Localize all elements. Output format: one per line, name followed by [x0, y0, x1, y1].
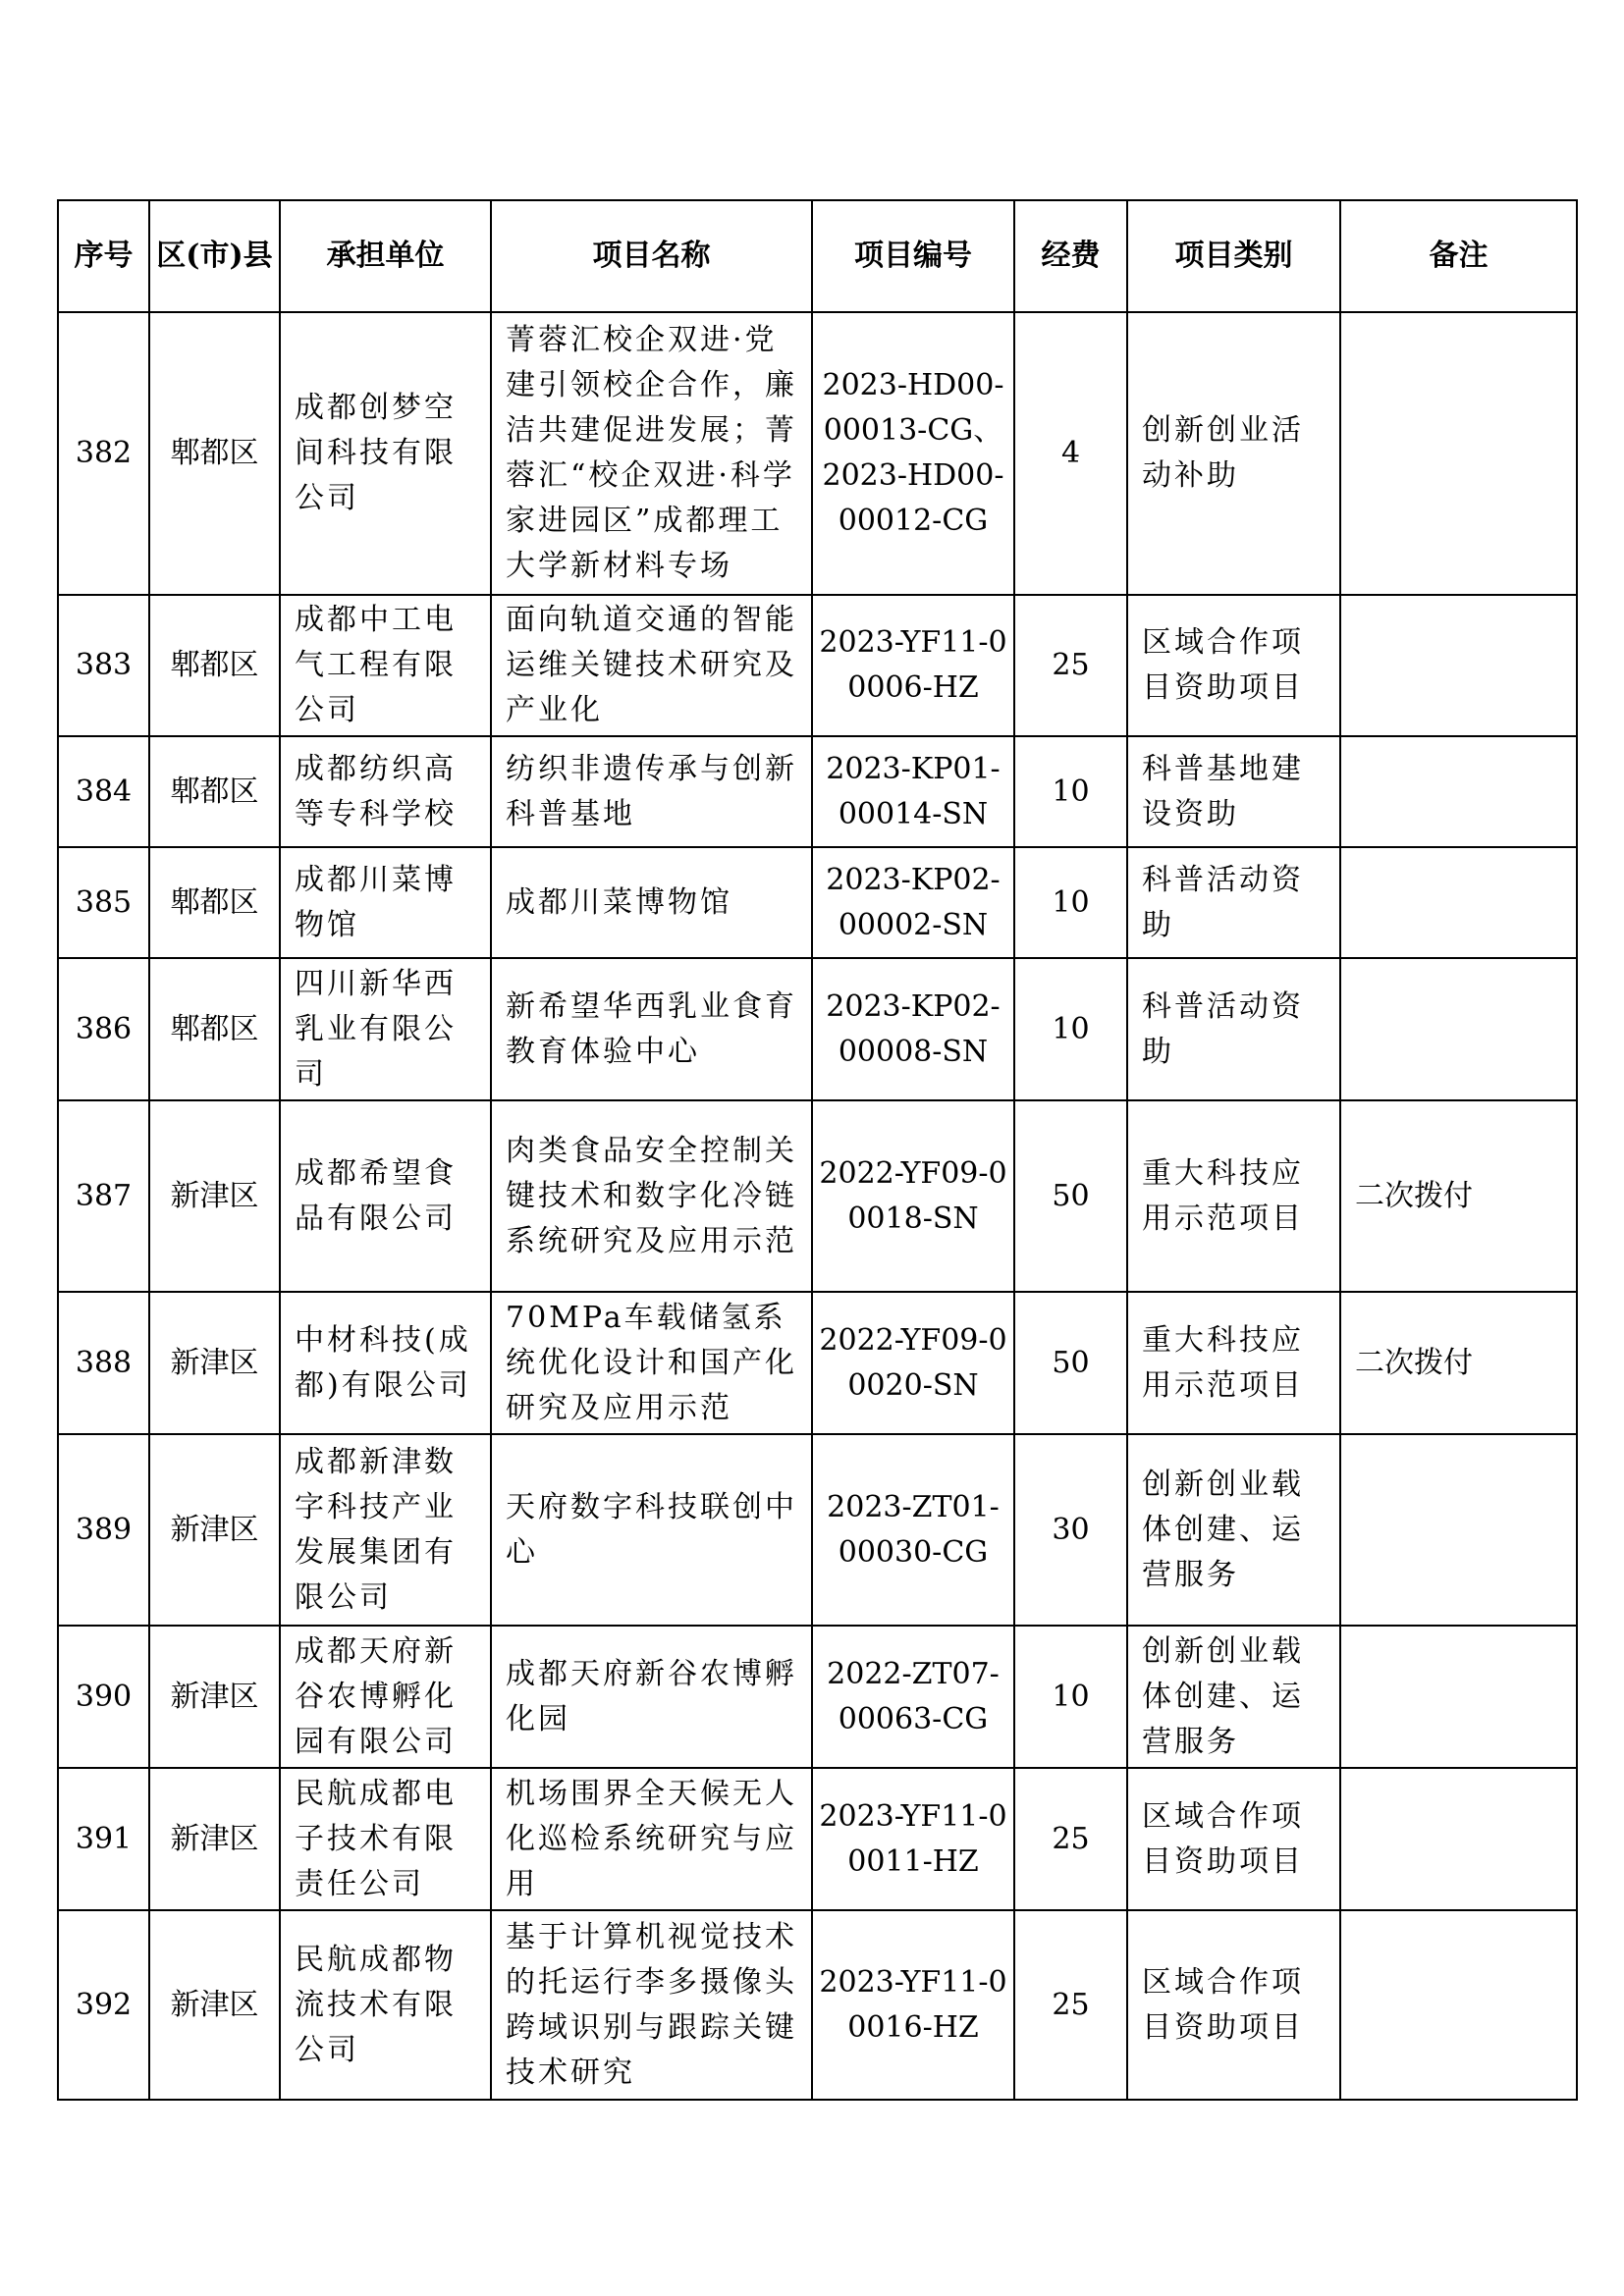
cell-type: 创新创业载体创建、运营服务	[1127, 1434, 1340, 1626]
cell-note	[1340, 847, 1577, 958]
header-code: 项目编号	[812, 200, 1014, 312]
cell-fund: 10	[1014, 958, 1127, 1100]
cell-unit: 中材科技(成都)有限公司	[280, 1292, 491, 1434]
cell-unit: 成都希望食品有限公司	[280, 1100, 491, 1292]
cell-type: 创新创业载体创建、运营服务	[1127, 1626, 1340, 1768]
table-row	[58, 1768, 1577, 1910]
cell-district: 新津区	[149, 1100, 280, 1292]
cell-fund: 50	[1014, 1100, 1127, 1292]
cell-name: 成都天府新谷农博孵化园	[491, 1626, 812, 1768]
cell-name: 天府数字科技联创中心	[491, 1434, 812, 1626]
cell-code: 2023-KP01-00014-SN	[812, 736, 1014, 847]
cell-unit: 民航成都电子技术有限责任公司	[280, 1768, 491, 1910]
cell-name: 菁蓉汇校企双进·党建引领校企合作，廉洁共建促进发展；菁蓉汇“校企双进·科学家进园区”成都理工大学新材料专场	[491, 312, 812, 595]
cell-note	[1340, 1626, 1577, 1768]
cell-district: 新津区	[149, 1434, 280, 1626]
cell-fund: 25	[1014, 1768, 1127, 1910]
table-body	[58, 312, 1577, 2100]
cell-district: 郫都区	[149, 595, 280, 736]
cell-unit: 成都创梦空间科技有限公司	[280, 312, 491, 595]
cell-district: 郫都区	[149, 847, 280, 958]
cell-seq: 386	[58, 958, 149, 1100]
cell-unit: 四川新华西乳业有限公司	[280, 958, 491, 1100]
cell-name: 基于计算机视觉技术的托运行李多摄像头跨域识别与跟踪关键技术研究	[491, 1910, 812, 2100]
table-row	[58, 1434, 1577, 1626]
header-unit: 承担单位	[280, 200, 491, 312]
cell-seq: 392	[58, 1910, 149, 2100]
cell-code: 2022-YF09-00020-SN	[812, 1292, 1014, 1434]
header-row	[58, 200, 1577, 312]
header-district: 区(市)县	[149, 200, 280, 312]
cell-seq: 390	[58, 1626, 149, 1768]
table-row	[58, 1626, 1577, 1768]
project-table	[57, 199, 1578, 2101]
cell-district: 新津区	[149, 1626, 280, 1768]
cell-note	[1340, 595, 1577, 736]
table-row	[58, 595, 1577, 736]
cell-seq: 384	[58, 736, 149, 847]
header-fund: 经费	[1014, 200, 1127, 312]
cell-unit: 成都川菜博物馆	[280, 847, 491, 958]
cell-seq: 383	[58, 595, 149, 736]
table-row	[58, 958, 1577, 1100]
header-type: 项目类别	[1127, 200, 1340, 312]
cell-type: 重大科技应用示范项目	[1127, 1292, 1340, 1434]
cell-code: 2023-KP02-00002-SN	[812, 847, 1014, 958]
cell-note	[1340, 1434, 1577, 1626]
cell-note	[1340, 1910, 1577, 2100]
cell-seq: 388	[58, 1292, 149, 1434]
cell-fund: 25	[1014, 1910, 1127, 2100]
cell-note	[1340, 312, 1577, 595]
cell-code: 2023-YF11-00006-HZ	[812, 595, 1014, 736]
cell-seq: 382	[58, 312, 149, 595]
cell-unit: 成都天府新谷农博孵化园有限公司	[280, 1626, 491, 1768]
cell-type: 区域合作项目资助项目	[1127, 595, 1340, 736]
cell-type: 重大科技应用示范项目	[1127, 1100, 1340, 1292]
table-row	[58, 736, 1577, 847]
cell-note: 二次拨付	[1340, 1100, 1577, 1292]
cell-note	[1340, 1768, 1577, 1910]
cell-seq: 391	[58, 1768, 149, 1910]
cell-unit: 民航成都物流技术有限公司	[280, 1910, 491, 2100]
header-note: 备注	[1340, 200, 1577, 312]
cell-seq: 387	[58, 1100, 149, 1292]
cell-note	[1340, 958, 1577, 1100]
cell-name: 肉类食品安全控制关键技术和数字化冷链系统研究及应用示范	[491, 1100, 812, 1292]
cell-seq: 385	[58, 847, 149, 958]
cell-fund: 4	[1014, 312, 1127, 595]
cell-fund: 10	[1014, 736, 1127, 847]
table-row	[58, 1910, 1577, 2100]
cell-code: 2023-KP02-00008-SN	[812, 958, 1014, 1100]
cell-fund: 10	[1014, 847, 1127, 958]
cell-type: 科普基地建设资助	[1127, 736, 1340, 847]
table-row	[58, 312, 1577, 595]
cell-type: 创新创业活动补助	[1127, 312, 1340, 595]
cell-code: 2022-ZT07-00063-CG	[812, 1626, 1014, 1768]
table-row	[58, 847, 1577, 958]
cell-seq: 389	[58, 1434, 149, 1626]
cell-code: 2023-HD00-00013-CG、2023-HD00-00012-CG	[812, 312, 1014, 595]
cell-type: 区域合作项目资助项目	[1127, 1910, 1340, 2100]
cell-code: 2022-YF09-00018-SN	[812, 1100, 1014, 1292]
cell-type: 区域合作项目资助项目	[1127, 1768, 1340, 1910]
cell-type: 科普活动资助	[1127, 958, 1340, 1100]
cell-name: 成都川菜博物馆	[491, 847, 812, 958]
cell-code: 2023-ZT01-00030-CG	[812, 1434, 1014, 1626]
cell-code: 2023-YF11-00011-HZ	[812, 1768, 1014, 1910]
table-row	[58, 1292, 1577, 1434]
cell-note: 二次拨付	[1340, 1292, 1577, 1434]
cell-fund: 25	[1014, 595, 1127, 736]
cell-code: 2023-YF11-00016-HZ	[812, 1910, 1014, 2100]
cell-unit: 成都纺织高等专科学校	[280, 736, 491, 847]
cell-fund: 10	[1014, 1626, 1127, 1768]
header-seq: 序号	[58, 200, 149, 312]
cell-name: 70MPa车载储氢系统优化设计和国产化研究及应用示范	[491, 1292, 812, 1434]
cell-district: 新津区	[149, 1768, 280, 1910]
cell-name: 面向轨道交通的智能运维关键技术研究及产业化	[491, 595, 812, 736]
cell-district: 新津区	[149, 1910, 280, 2100]
cell-fund: 30	[1014, 1434, 1127, 1626]
cell-district: 郫都区	[149, 312, 280, 595]
cell-district: 新津区	[149, 1292, 280, 1434]
cell-note	[1340, 736, 1577, 847]
cell-type: 科普活动资助	[1127, 847, 1340, 958]
cell-district: 郫都区	[149, 736, 280, 847]
header-name: 项目名称	[491, 200, 812, 312]
cell-district: 郫都区	[149, 958, 280, 1100]
cell-fund: 50	[1014, 1292, 1127, 1434]
cell-name: 机场围界全天候无人化巡检系统研究与应用	[491, 1768, 812, 1910]
cell-unit: 成都新津数字科技产业发展集团有限公司	[280, 1434, 491, 1626]
cell-name: 纺织非遗传承与创新科普基地	[491, 736, 812, 847]
cell-name: 新希望华西乳业食育教育体验中心	[491, 958, 812, 1100]
cell-unit: 成都中工电气工程有限公司	[280, 595, 491, 736]
table-row	[58, 1100, 1577, 1292]
